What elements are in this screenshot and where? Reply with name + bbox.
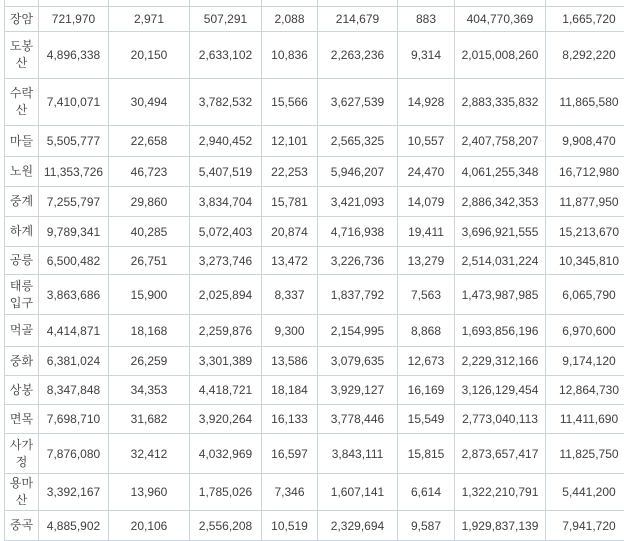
value-cell: 2,940,452 [190, 126, 262, 157]
value-cell: 2,565,325 [318, 126, 398, 157]
value-cell: 10,557 [398, 126, 455, 157]
value-cell: 46,723 [109, 157, 190, 187]
value-cell: 31,682 [109, 405, 190, 434]
value-cell: 3,273,746 [190, 247, 262, 275]
table-row [5, 405, 624, 434]
value-cell: 29,860 [109, 187, 190, 217]
value-cell: 3,929,127 [318, 376, 398, 405]
value-cell: 30,494 [109, 79, 190, 126]
value-cell: 14,928 [398, 79, 455, 126]
value-cell: 20,150 [109, 32, 190, 79]
value-cell: 2,229,312,166 [455, 347, 546, 376]
value-cell: 3,627,539 [318, 79, 398, 126]
value-cell: 19,411 [398, 217, 455, 247]
value-cell: 2,886,342,353 [455, 187, 546, 217]
value-cell: 1,473,987,985 [455, 275, 546, 315]
value-cell: 13,960 [109, 474, 190, 511]
station-name-cell: 용마산 [5, 474, 39, 511]
station-table-body [5, 0, 624, 541]
station-name-cell: 노원 [5, 157, 39, 187]
value-cell: 16,133 [262, 405, 318, 434]
value-cell: 2,971 [109, 7, 190, 32]
value-cell: 9,314 [398, 32, 455, 79]
table-row [5, 7, 624, 32]
value-cell: 15,815 [398, 434, 455, 474]
value-cell: 16,169 [398, 376, 455, 405]
value-cell: 7,410,071 [39, 79, 109, 126]
value-cell: 3,834,704 [190, 187, 262, 217]
value-cell: 3,079,635 [318, 347, 398, 376]
value-cell: 16,597 [262, 434, 318, 474]
value-cell: 12,673 [398, 347, 455, 376]
table-row [5, 217, 624, 247]
station-name-cell: 마들 [5, 126, 39, 157]
value-cell: 3,843,111 [318, 434, 398, 474]
value-cell: 1,607,141 [318, 474, 398, 511]
value-cell: 3,392,167 [39, 474, 109, 511]
value-cell: 1,785,026 [190, 474, 262, 511]
value-cell: 3,863,686 [39, 275, 109, 315]
value-cell: 4,032,969 [190, 434, 262, 474]
value-cell: 6,970,600 [546, 315, 624, 347]
value-cell: 15,900 [109, 275, 190, 315]
value-cell: 721,970 [39, 7, 109, 32]
value-cell: 8,868 [398, 315, 455, 347]
value-cell: 10,836 [262, 32, 318, 79]
value-cell: 7,698,710 [39, 405, 109, 434]
value-cell: 3,301,389 [190, 347, 262, 376]
value-cell: 507,291 [190, 7, 262, 32]
value-cell: 6,381,024 [39, 347, 109, 376]
table-row [5, 474, 624, 511]
value-cell: 15,781 [262, 187, 318, 217]
value-cell: 4,885,902 [39, 511, 109, 541]
value-cell: 2,025,894 [190, 275, 262, 315]
value-cell: 7,941,720 [546, 511, 624, 541]
value-cell: 2,259,876 [190, 315, 262, 347]
station-name-cell: 장암 [5, 7, 39, 32]
station-name-cell: 중계 [5, 187, 39, 217]
value-cell: 8,292,220 [546, 32, 624, 79]
value-cell: 15,213,670 [546, 217, 624, 247]
table-row [5, 157, 624, 187]
table-row [5, 347, 624, 376]
value-cell: 8,347,848 [39, 376, 109, 405]
value-cell: 34,353 [109, 376, 190, 405]
value-cell: 1,693,856,196 [455, 315, 546, 347]
table-row [5, 32, 624, 79]
station-stats-table-wrap [4, 0, 624, 541]
value-cell: 2,873,657,417 [455, 434, 546, 474]
value-cell: 7,255,797 [39, 187, 109, 217]
table-row [5, 275, 624, 315]
value-cell: 2,883,335,832 [455, 79, 546, 126]
value-cell: 2,514,031,224 [455, 247, 546, 275]
value-cell: 13,586 [262, 347, 318, 376]
value-cell: 11,825,750 [546, 434, 624, 474]
value-cell: 9,174,120 [546, 347, 624, 376]
value-cell: 12,101 [262, 126, 318, 157]
station-stats-table [4, 0, 624, 541]
value-cell: 20,874 [262, 217, 318, 247]
value-cell: 15,549 [398, 405, 455, 434]
value-cell: 6,500,482 [39, 247, 109, 275]
value-cell: 2,329,694 [318, 511, 398, 541]
table-row [5, 511, 624, 541]
value-cell: 1,665,720 [546, 7, 624, 32]
value-cell: 5,946,207 [318, 157, 398, 187]
station-name-cell: 먹골 [5, 315, 39, 347]
station-name-cell: 수락산 [5, 79, 39, 126]
value-cell: 5,441,200 [546, 474, 624, 511]
value-cell: 9,300 [262, 315, 318, 347]
value-cell: 883 [398, 7, 455, 32]
value-cell: 2,154,995 [318, 315, 398, 347]
value-cell: 5,072,403 [190, 217, 262, 247]
value-cell: 22,253 [262, 157, 318, 187]
value-cell: 9,789,341 [39, 217, 109, 247]
value-cell: 11,877,950 [546, 187, 624, 217]
value-cell: 3,782,532 [190, 79, 262, 126]
value-cell: 20,106 [109, 511, 190, 541]
value-cell: 4,716,938 [318, 217, 398, 247]
value-cell: 13,472 [262, 247, 318, 275]
station-name-cell: 면목 [5, 405, 39, 434]
value-cell: 3,421,093 [318, 187, 398, 217]
station-name-cell: 하계 [5, 217, 39, 247]
value-cell: 7,346 [262, 474, 318, 511]
value-cell: 3,226,736 [318, 247, 398, 275]
value-cell: 12,864,730 [546, 376, 624, 405]
value-cell: 26,751 [109, 247, 190, 275]
value-cell: 404,770,369 [455, 7, 546, 32]
value-cell: 3,778,446 [318, 405, 398, 434]
value-cell: 2,773,040,113 [455, 405, 546, 434]
value-cell: 11,411,690 [546, 405, 624, 434]
table-row [5, 187, 624, 217]
table-row [5, 126, 624, 157]
table-row [5, 315, 624, 347]
value-cell: 2,088 [262, 7, 318, 32]
value-cell: 10,519 [262, 511, 318, 541]
value-cell: 13,279 [398, 247, 455, 275]
value-cell: 11,353,726 [39, 157, 109, 187]
station-name-cell: 공릉 [5, 247, 39, 275]
value-cell: 3,920,264 [190, 405, 262, 434]
value-cell: 7,876,080 [39, 434, 109, 474]
station-name-cell: 사가정 [5, 434, 39, 474]
value-cell: 1,322,210,791 [455, 474, 546, 511]
value-cell: 11,865,580 [546, 79, 624, 126]
value-cell: 6,614 [398, 474, 455, 511]
station-name-cell: 중화 [5, 347, 39, 376]
value-cell: 10,345,810 [546, 247, 624, 275]
value-cell: 3,696,921,555 [455, 217, 546, 247]
value-cell: 5,407,519 [190, 157, 262, 187]
value-cell: 4,896,338 [39, 32, 109, 79]
value-cell: 32,412 [109, 434, 190, 474]
table-row [5, 434, 624, 474]
value-cell: 40,285 [109, 217, 190, 247]
value-cell: 2,015,008,260 [455, 32, 546, 79]
value-cell: 14,079 [398, 187, 455, 217]
value-cell: 1,929,837,139 [455, 511, 546, 541]
value-cell: 9,908,470 [546, 126, 624, 157]
value-cell: 5,505,777 [39, 126, 109, 157]
value-cell: 15,566 [262, 79, 318, 126]
value-cell: 7,563 [398, 275, 455, 315]
table-row [5, 247, 624, 275]
value-cell: 4,414,871 [39, 315, 109, 347]
table-row [5, 376, 624, 405]
value-cell: 9,587 [398, 511, 455, 541]
value-cell: 4,418,721 [190, 376, 262, 405]
value-cell: 2,263,236 [318, 32, 398, 79]
station-name-cell: 도봉산 [5, 32, 39, 79]
table-row [5, 79, 624, 126]
value-cell: 26,259 [109, 347, 190, 376]
value-cell: 4,061,255,348 [455, 157, 546, 187]
value-cell: 22,658 [109, 126, 190, 157]
value-cell: 3,126,129,454 [455, 376, 546, 405]
value-cell: 18,168 [109, 315, 190, 347]
station-name-cell: 상봉 [5, 376, 39, 405]
value-cell: 2,556,208 [190, 511, 262, 541]
value-cell: 16,712,980 [546, 157, 624, 187]
value-cell: 24,470 [398, 157, 455, 187]
value-cell: 18,184 [262, 376, 318, 405]
value-cell: 8,337 [262, 275, 318, 315]
value-cell: 1,837,792 [318, 275, 398, 315]
station-name-cell: 태릉입구 [5, 275, 39, 315]
value-cell: 214,679 [318, 7, 398, 32]
value-cell: 6,065,790 [546, 275, 624, 315]
value-cell: 2,633,102 [190, 32, 262, 79]
value-cell: 2,407,758,207 [455, 126, 546, 157]
station-name-cell: 중곡 [5, 511, 39, 541]
